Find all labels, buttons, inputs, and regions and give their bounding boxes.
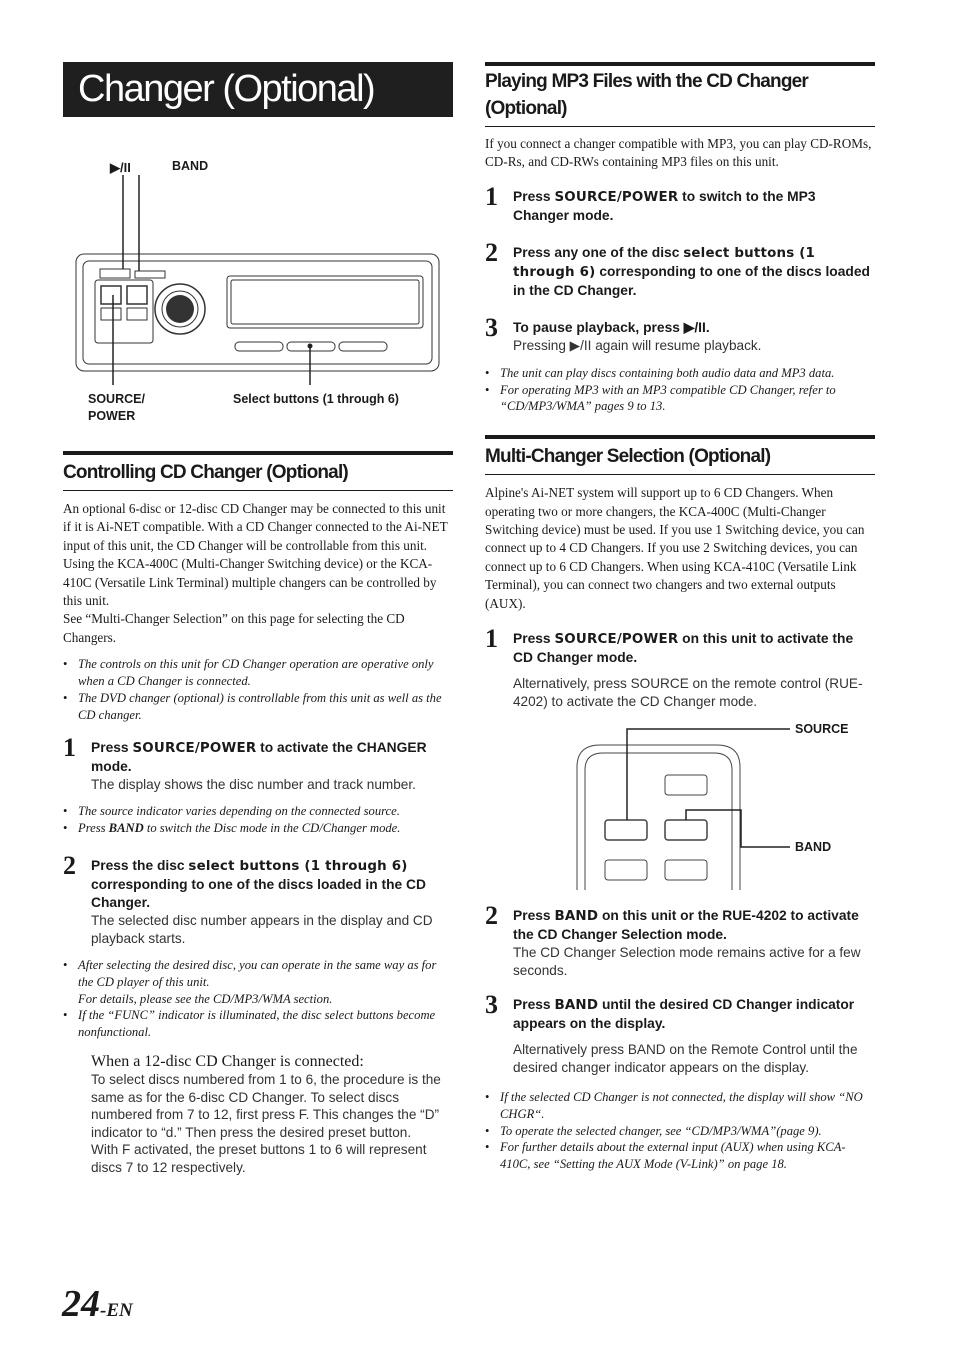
section-heading-multi: Multi-Changer Selection (Optional) [485,435,875,475]
power-label: POWER [88,409,136,423]
step-number: 1 [485,181,498,211]
keyword: SOURCE/POWER [132,741,257,757]
keyword: select buttons (1 through 6) [188,859,408,875]
step-description: Alternatively, press SOURCE on the remote control (RUE-4202) to activate the CD Changer mode. [513,676,863,710]
note-item: • The unit can play discs containing both audio data and MP3 data. [485,365,875,382]
mp3-step-3: 3 To pause playback, press ▶/II. Pressing ▶/II again will resume playback. [485,319,875,355]
note-item: • The source indicator varies depending on the connected source. [63,803,453,820]
multi-intro: Alpine's Ai-NET system will support up to 6 CD Changers. When operating two or more changers, the KCA-400C (Multi-Changer Switching device) must be used. If you use 1 Switching device, you can connect up to 4 CD Changers. If you use 2 Switching devices, you can connect up to 6 CD Changers. When using KCA-410C (Versatile Link Terminal), you can connect two changers and two external outputs (AUX). [485,485,865,611]
controlling-para-3: See “Multi-Changer Selection” on this page for selecting the CD Changers. [63,611,405,645]
step-number: 2 [63,851,76,881]
controlling-para-2: Using the KCA-400C (Multi-Changer Switching device) or the KCA-410C (Versatile Link Terminal) multiple changers can be controlled by this unit. [63,556,437,609]
step-number: 2 [485,237,498,267]
source-label: SOURCE/ [88,392,145,406]
multi-step-3: 3 Press BAND until the desired CD Changer indicator appears on the display. Alternatively press BAND on the Remote Control until the desired changer indicator appears on the display. [485,996,875,1077]
right-column [485,62,875,1173]
page-title: Changer (Optional) [63,62,453,117]
step-number: 3 [485,990,498,1020]
remote-source-label: SOURCE [795,722,849,737]
keyword: select buttons (1 through 6) [513,245,816,280]
step-number: 1 [63,733,76,763]
keyword: SOURCE/POWER [554,632,679,648]
note-item: • If the “FUNC” indicator is illuminated, the disc select buttons become nonfunctional. [63,1007,453,1041]
note-item: • For operating MP3 with an MP3 compatible CD Changer, refer to “CD/MP3/WMA” pages 9 to 13. [485,382,875,416]
mp3-step-1: 1 Press SOURCE/POWER to switch to the MP3 Changer mode. [485,181,816,223]
play-pause-label: ▶/II [110,160,131,175]
controlling-para-1: An optional 6-disc or 12-disc CD Changer may be connected to this unit if it is Ai-NET compatible. With a CD Changer connected to the Ai-NET input of this unit, the CD Changer will be controllable from this unit. [63,501,448,553]
note-item: • Press BAND to switch the Disc mode in the CD/Changer mode. [63,820,453,837]
twelve-disc-body-2: With F activated, the preset buttons 1 to 6 will represent discs 7 to 12 respectively. [91,1142,427,1175]
note-item: • If the selected CD Changer is not connected, the display will show “NO CHGR“. [485,1089,875,1123]
controlling-step-2: 2 Press the disc select buttons (1 through 6) corresponding to one of the discs loaded in the CD Changer. The selected disc number appears in the display and CD playback starts. [63,857,453,948]
section-heading-mp3: Playing MP3 Files with the CD Changer (Optional) [485,62,875,127]
keyword: BAND [554,909,599,925]
remote-figure [485,722,875,897]
step-number: 1 [485,624,498,654]
page-number: 24-EN [62,1283,133,1325]
step-description: Pressing ▶/II again will resume playback. [513,337,762,353]
section-heading-controlling: Controlling CD Changer (Optional) [63,451,453,491]
left-column [63,62,453,1177]
note-continuation: For details, please see the CD/MP3/WMA section. [78,991,333,1006]
controlling-step-1: 1 Press SOURCE/POWER to activate the CHANGER mode. The display shows the disc number and track number. [63,739,453,794]
multi-step-1: 1 Press SOURCE/POWER on this unit to activate the CD Changer mode. Alternatively, press SOURCE on the remote control (RUE-4202) to activate the CD Changer mode. [485,630,875,711]
multi-step-2: 2 Press BAND on this unit or the RUE-4202 to activate the CD Changer Selection mode. The CD Changer Selection mode remains active for a few seconds. [485,907,875,980]
step-number: 3 [485,312,498,342]
twelve-disc-block [63,1053,453,1177]
twelve-disc-heading: When a 12-disc CD Changer is connected: [91,1053,364,1071]
step-description: The selected disc number appears in the display and CD playback starts. [91,913,433,947]
remote-band-label: BAND [795,840,832,855]
head-unit-figure [63,117,453,423]
mp3-step-2: 2 Press any one of the disc select buttons (1 through 6) corresponding to one of the discs loaded in the CD Changer. [485,237,870,298]
note-item: • To operate the selected changer, see “CD/MP3/WMA”(page 9). [485,1123,875,1140]
mp3-intro: If you connect a changer compatible with MP3, you can play CD-ROMs, CD-Rs, and CD-RWs containing MP3 files on this unit. [485,136,872,170]
band-label: BAND [172,159,209,173]
select-buttons-label: Select buttons (1 through 6) [233,392,399,406]
step-number: 2 [485,901,498,931]
step-description: The CD Changer Selection mode remains active for a few seconds. [513,945,861,979]
remote-illustration [485,725,875,897]
keyword: BAND [554,998,599,1014]
head-unit-illustration [63,175,453,390]
note-item: • After selecting the desired disc, you can operate in the same way as for the CD player of this unit. [63,957,453,991]
step-description: Alternatively press BAND on the Remote Control until the desired changer indicator appears on the display. [513,1042,858,1076]
twelve-disc-body: To select discs numbered from 1 to 6, the procedure is the same as for the 6-disc CD Changer. To select discs numbered from 7 to 12, first press F. This changes the “D” indicator to “d.” Then press the desired preset button. [91,1072,441,1140]
note-item: • The DVD changer (optional) is controllable from this unit as well as the CD changer. [63,690,453,724]
keyword: SOURCE/POWER [554,189,679,205]
step-description: The display shows the disc number and track number. [91,777,416,793]
note-item: • The controls on this unit for CD Changer operation are operative only when a CD Changer is connected. [63,656,453,690]
note-item: • For further details about the external input (AUX) when using KCA-410C, see “Setting the AUX Mode (V-Link)” on page 18. [485,1139,875,1173]
